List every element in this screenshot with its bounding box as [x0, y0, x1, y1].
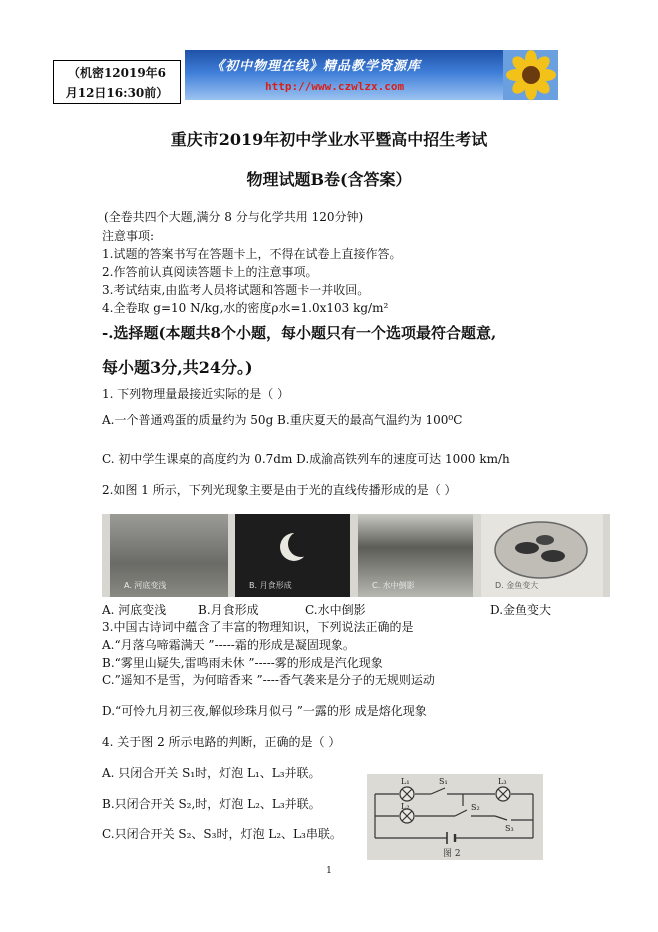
- label-l1: L₁: [401, 777, 410, 786]
- label-s1: S₁: [439, 777, 448, 786]
- question-1-options-cd: C. 初中学生课桌的高度约为 0.7dm D.成渝高铁列车的速度可达 1000 km/h: [102, 452, 510, 466]
- label-s2: S₂: [471, 803, 480, 812]
- circuit-diagram: [367, 774, 543, 860]
- intro-line: 4.全卷取 g=10 N/kg,水的密度ρ水=1.0x103 kg/m²: [102, 301, 389, 315]
- question-1-stem: 1. 下列物理量最接近实际的是（ ）: [102, 387, 290, 401]
- section-heading-line-1: -.选择题(本题共8个小题，每小题只有一个选项最符合题意,: [102, 324, 497, 342]
- question-3-option-b: B.“雾里山疑失,雷鸣雨未休 ”-----雾的形成是汽化现象: [102, 656, 383, 670]
- fishbowl-icon: [491, 516, 591, 580]
- figure-1-caption-a: A. 河底变浅: [124, 581, 167, 590]
- question-2-option-a: A. 河底变浅: [102, 603, 167, 617]
- label-s3: S₃: [505, 824, 514, 833]
- question-3-option-c: C.”遥知不是雪，为何暗香来 ”----香气袭来是分子的无规则运动: [102, 673, 435, 687]
- label-l2: L₂: [401, 802, 410, 811]
- question-3-option-a: A.“月落乌啼霜满天 ”-----霜的形成是凝固现象。: [102, 638, 355, 652]
- question-2-option-d: D.金鱼变大: [490, 603, 552, 617]
- confidential-line-1: （机密12019年6: [67, 66, 167, 80]
- label-l3: L₃: [498, 777, 507, 786]
- intro-line: (全卷共四个大题,满分 8 分与化学共用 120分钟): [104, 210, 364, 224]
- figure-1-photo-c: [358, 514, 473, 597]
- exam-title: 重庆市2019年初中学业水平暨高中招生考试: [170, 130, 488, 149]
- figure-1-photo-b: [235, 514, 350, 597]
- figure-1-photo-a: [110, 514, 228, 597]
- figure-1-caption-b: B. 月食形成: [249, 581, 292, 590]
- question-4-stem: 4. 关于图 2 所示电路的判断，正确的是（ ）: [102, 735, 341, 749]
- exam-subtitle: 物理试题B卷(含答案）: [246, 170, 412, 189]
- question-2-option-c: C.水中倒影: [305, 603, 366, 617]
- sunflower-icon: [503, 50, 558, 100]
- question-3-stem: 3.中国古诗词中蕴含了丰富的物理知识，下列说法正确的是: [102, 620, 414, 634]
- section-heading-line-2: 每小题3分,共24分。): [102, 358, 253, 377]
- intro-line: 注意事项:: [102, 229, 155, 243]
- intro-line: 2.作答前认真阅读答题卡上的注意事项。: [102, 265, 318, 279]
- banner-url: http://www.czwlzx.com: [265, 80, 405, 93]
- eclipse-moon-icon: [277, 530, 311, 564]
- question-2-option-b: B.月食形成: [198, 603, 259, 617]
- figure-1-caption-c: C. 水中倒影: [372, 581, 415, 590]
- banner-title: 《初中物理在线》精品教学资源库: [211, 59, 422, 74]
- intro-line: 1.试题的答案书写在答题卡上，不得在试卷上直接作答。: [102, 247, 402, 261]
- question-3-option-d: D.“可怜九月初三夜,解似珍珠月似弓 ”一露的形 成是熔化现象: [102, 704, 427, 718]
- figure-1-caption-d: D. 金鱼变大: [495, 581, 539, 590]
- question-1-options-ab: A.一个普通鸡蛋的质量约为 50g B.重庆夏天的最高气温约为 100⁰C: [102, 413, 463, 427]
- confidential-notice: [53, 60, 181, 104]
- intro-line: 3.考试结束,由监考人员将试题和答题卡一并收回。: [102, 283, 370, 297]
- page-number: 1: [326, 866, 332, 876]
- question-2-stem: 2.如图 1 所示，下列光现象主要是由于光的直线传播形成的是（ ）: [102, 483, 457, 497]
- question-4-option-b: B.只闭合开关 S₂,时，灯泡 L₂、L₃并联。: [102, 797, 321, 811]
- figure-2-circuit: [367, 774, 543, 860]
- confidential-line-2: 月12日16:30前）: [65, 86, 169, 100]
- question-4-option-c: C.只闭合开关 S₂、S₃时，灯泡 L₂、L₃串联。: [102, 827, 342, 841]
- figure-1-photo-d: [481, 514, 603, 597]
- question-4-option-a: A. 只闭合开关 S₁时，灯泡 L₁、L₃并联。: [102, 766, 321, 780]
- header-banner: [185, 50, 558, 100]
- figure-2-caption: 图 2: [443, 849, 461, 859]
